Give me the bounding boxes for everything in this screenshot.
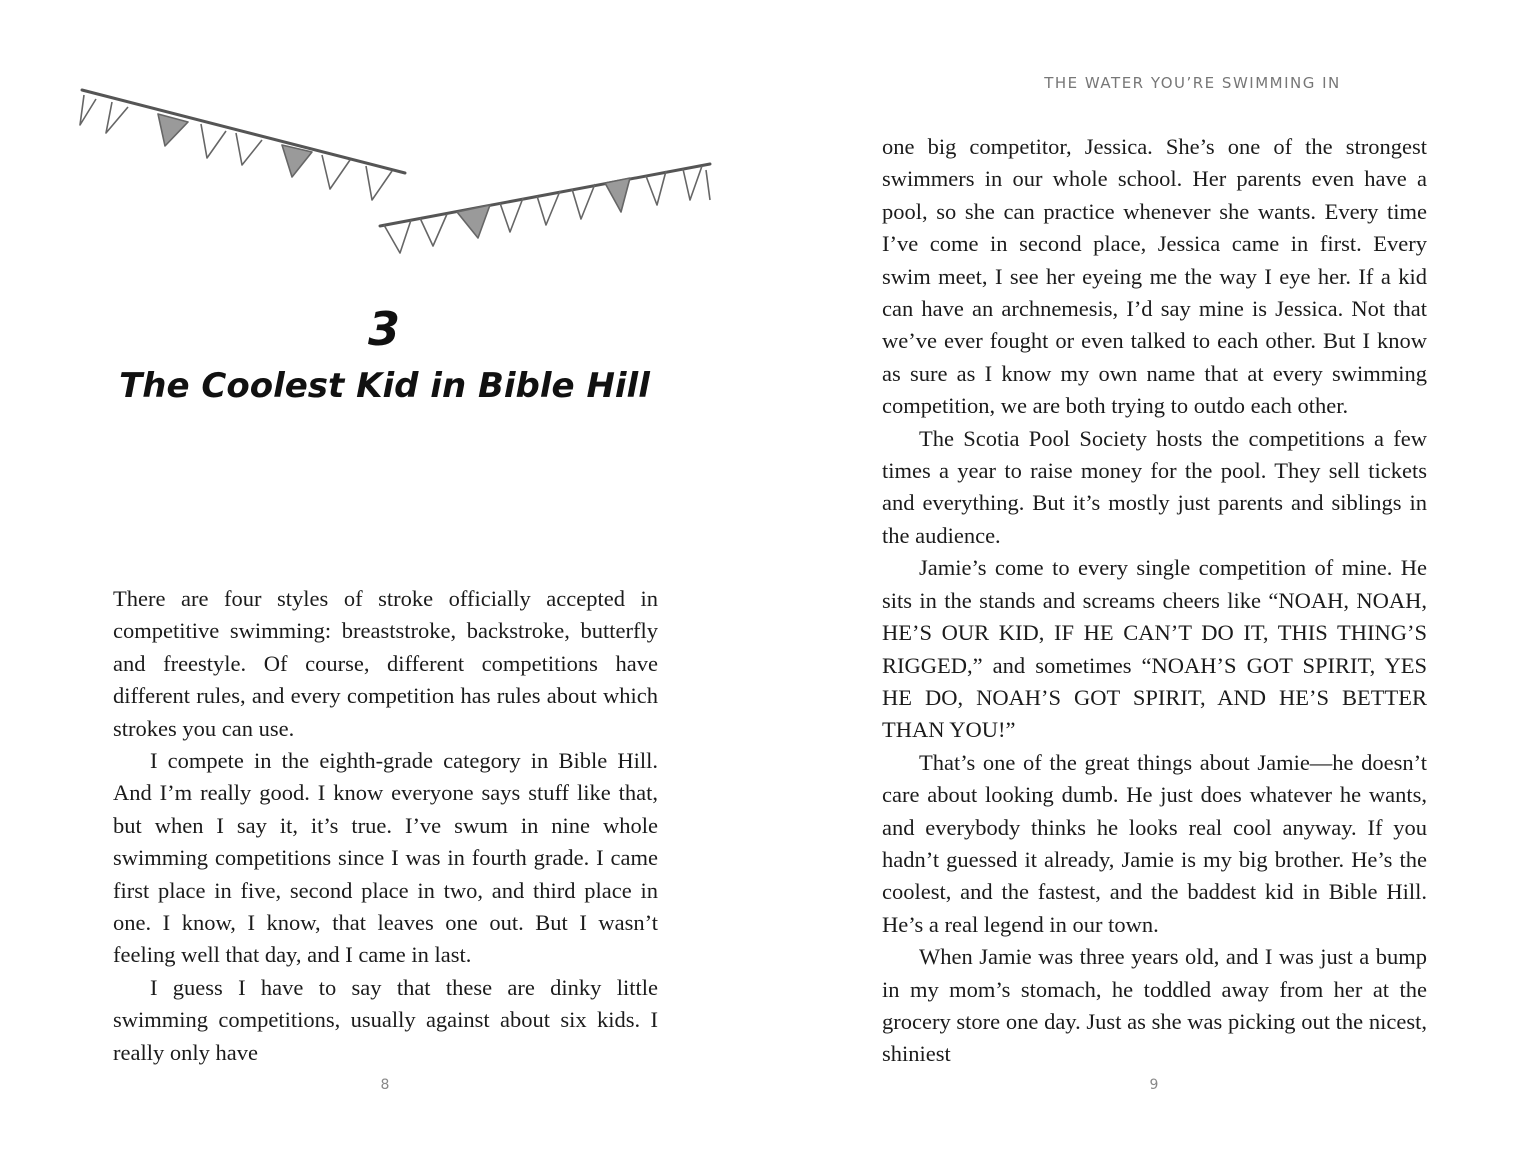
page-number: 9 (1149, 1077, 1159, 1093)
bunting-flags-icon (0, 0, 769, 280)
left-body-text (113, 583, 658, 1069)
right-page (769, 0, 1538, 1163)
paragraph: When Jamie was three years old, and I was just a bump in my mom’s stomach, he toddled away from her at the grocery store one day. Just as she was picking out the nicest, shiniest (882, 944, 1427, 1067)
paragraph: That’s one of the great things about Jamie—he doesn’t care about looking dumb. He just does whatever he wants, and everybody thinks he looks real cool anyway. If you hadn’t guessed it already, Jamie is my big brother. He’s the coolest, and the fastest, and the baddest kid in Bible Hill. He’s a real legend in our town. (882, 749, 1427, 937)
chapter-number: 3 (367, 302, 401, 356)
running-head: THE WATER YOU’RE SWIMMING IN (1044, 74, 1341, 92)
right-body-text (882, 131, 1427, 1071)
paragraph: The Scotia Pool Society hosts the competitions a few times a year to raise money for the pool. They sell tickets and everything. But it’s mostly just parents and siblings in the audience. (882, 425, 1427, 548)
paragraph: I guess I have to say that these are dinky little swimming competitions, usually against about six kids. I really only have (113, 974, 658, 1065)
chapter-title: The Coolest Kid in Bible Hill (119, 366, 650, 406)
paragraph: There are four styles of stroke officially accepted in competitive swimming: breaststroke, backstroke, butterfly and freestyle. Of course, different competitions have different rules, and every competition has rules about which strokes you can use. (113, 586, 658, 741)
page-number: 8 (380, 1077, 390, 1093)
paragraph: Jamie’s come to every single competition of mine. He sits in the stands and screams cheers like “NOAH, NOAH, HE’S OUR KID, IF HE CAN’T DO IT, THIS THING’S RIGGED,” and sometimes “NOAH’S GOT SPIRIT, YES HE DO, NOAH’S GOT SPIRIT, AND HE’S BETTER THAN YOU!” (882, 555, 1427, 743)
paragraph: I compete in the eighth-grade category in Bible Hill. And I’m really good. I know everyone says stuff like that, but when I say it, it’s true. I’ve swum in nine whole swimming competitions since I was in fourth grade. I came first place in five, second place in two, and third place in one. I know, I know, that leaves one out. But I wasn’t feeling well that day, and I came in last. (113, 748, 658, 968)
paragraph: one big competitor, Jessica. She’s one of the strongest swimmers in our whole school. Her parents even have a pool, so she can practice whenever she wants. Every time I’ve come in second place, Jessica came in first. Every swim meet, I see her eyeing me the way I eye her. If a kid can have an archnemesis, I’d say mine is Jessica. Not that we’ve ever fought or even talked to each other. But I know as sure as I know my own name that at every swimming competition, we are both trying to outdo each other. (882, 134, 1427, 419)
